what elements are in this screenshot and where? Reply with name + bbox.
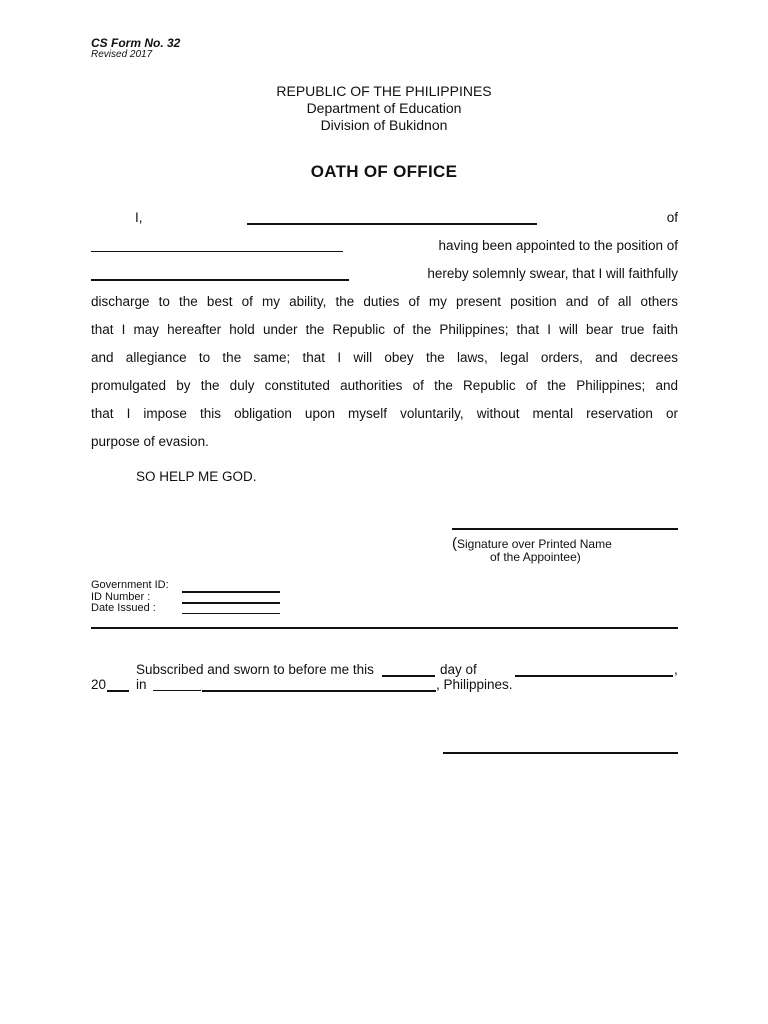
id-number-label: ID Number :	[91, 591, 151, 603]
signature-caption-paren: (	[452, 535, 457, 552]
oath-line-4: discharge to the best of my ability, the duties of my present position and of all others	[91, 294, 678, 309]
oath-line-7: promulgated by the duly constituted authorities of the Republic of the Philippines; and	[91, 378, 678, 393]
signature-caption-text: Signature over Printed Name	[457, 537, 612, 551]
oath-closing: SO HELP ME GOD.	[136, 469, 257, 484]
oath-of-word: of	[666, 210, 678, 225]
form-revised: Revised 2017	[91, 49, 153, 60]
document-title: OATH OF OFFICE	[310, 162, 458, 181]
oath-line-5: that I may hereafter hold under the Republic of the Philippines; that I will bear true faith	[91, 322, 678, 337]
appointee-signature-field[interactable]	[452, 528, 678, 530]
date-issued-label: Date Issued :	[91, 602, 156, 614]
header-republic: REPUBLIC OF THE PHILIPPINES	[276, 83, 492, 99]
appointee-name-field[interactable]	[247, 210, 537, 225]
position-field[interactable]	[91, 266, 349, 281]
sworn-text-a: Subscribed and sworn to before me this	[136, 662, 374, 677]
id-number-field[interactable]	[182, 602, 280, 604]
oath-line-8: that I impose this obligation upon myself voluntarily, without mental reservation or	[91, 406, 678, 421]
date-issued-field[interactable]	[182, 613, 280, 614]
signature-caption-2: of the Appointee)	[490, 550, 581, 564]
sworn-text-b: day of	[440, 662, 477, 677]
oath-line-9: purpose of evasion.	[91, 434, 209, 449]
header-division: Division of Bukidnon	[320, 117, 448, 133]
signature-line	[452, 528, 678, 530]
sworn-day-field[interactable]	[382, 662, 435, 677]
oath-pronoun: I,	[135, 210, 143, 225]
oath-swear-text: hereby solemnly swear, that I will faithfully	[427, 266, 678, 281]
government-id-field[interactable]	[182, 591, 280, 593]
administering-officer-signature-field[interactable]	[443, 752, 678, 754]
sworn-text-c: ,	[674, 662, 678, 677]
section-divider	[91, 627, 678, 629]
oath-appointed-text: having been appointed to the position of	[438, 238, 678, 253]
header-department: Department of Education	[306, 100, 462, 116]
sworn-in-text: in	[136, 677, 147, 692]
sworn-philippines-text: , Philippines.	[436, 677, 513, 692]
oath-line-6: and allegiance to the same; that I will obey the laws, legal orders, and decrees	[91, 350, 678, 365]
sworn-month-field[interactable]	[515, 662, 673, 677]
sworn-place-field-a[interactable]	[153, 677, 201, 691]
sworn-place-field-b[interactable]	[202, 677, 436, 692]
sworn-year-prefix: 20	[91, 677, 107, 692]
government-id-label: Government ID:	[91, 579, 169, 591]
appointee-address-field[interactable]	[91, 238, 343, 252]
sworn-year-field[interactable]	[107, 677, 129, 692]
form-number: CS Form No. 32	[91, 36, 181, 50]
